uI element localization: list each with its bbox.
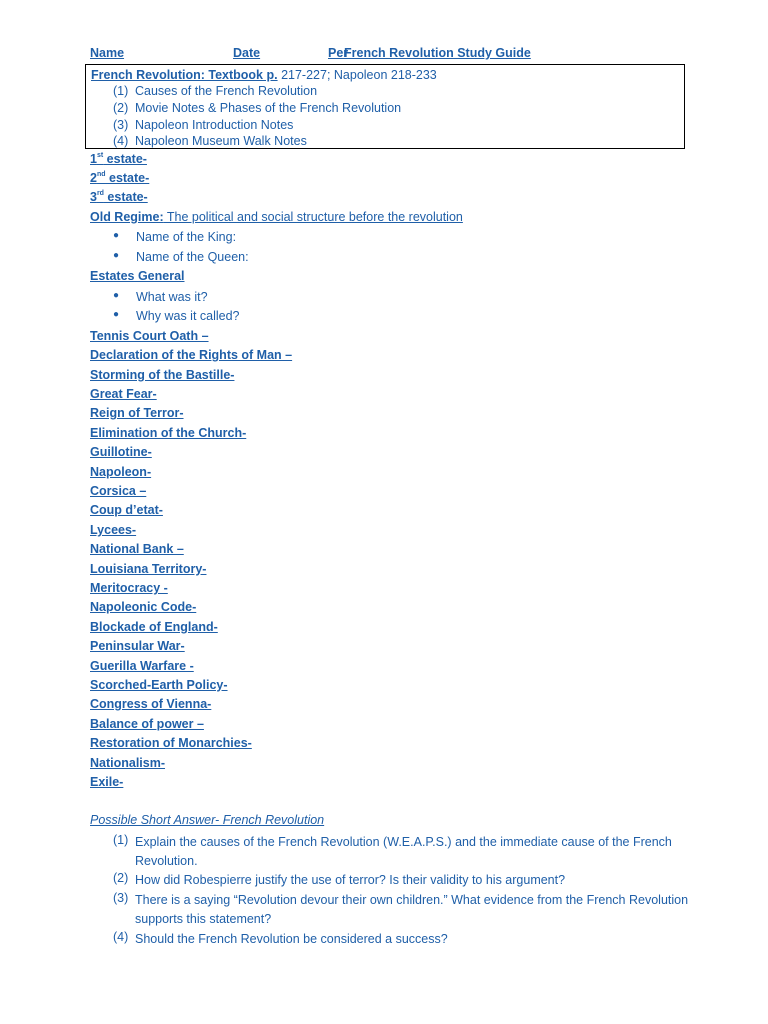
reading-box-title-bold: French Revolution: Textbook p. [91,68,278,82]
vocab-term: Balance of power – [90,717,204,731]
vocab-term: Great Fear- [90,387,157,401]
list-text: Causes of the French Revolution [135,84,318,98]
vocab-term: Declaration of the Rights of Man – [90,348,293,362]
per-label: Per [328,46,349,60]
vocab-term: Exile- [90,775,124,789]
bullet-text: Why was it called? [136,309,240,323]
estate-label: estate- [103,190,148,204]
vocab-term: Scorched-Earth Policy- [90,678,228,692]
bullet-icon: ● [113,250,120,261]
name-label: Name [90,46,125,60]
vocab-term: Napoleon- [90,465,152,479]
estates-general-term: Estates General [90,269,185,283]
vocab-term: Nationalism- [90,756,166,770]
bullet-text: Name of the King: [136,230,237,244]
estate-suffix: st [96,152,104,159]
vocab-term: Guerilla Warfare - [90,659,194,673]
vocab-term: Napoleonic Code- [90,600,197,614]
vocab-term: Louisiana Territory- [90,562,207,576]
list-text: Napoleon Museum Walk Notes [135,134,307,148]
estate-term [90,152,147,166]
vocab-term: Reign of Terror- [90,406,184,420]
estate-label: estate- [105,171,150,185]
vocab-term: National Bank – [90,542,184,556]
vocab-term: Tennis Court Oath – [90,329,209,343]
estate-number: 1 [90,152,97,166]
vocab-term: Coup d’etat- [90,503,163,517]
estate-suffix: nd [96,171,106,178]
vocab-term: Guillotine- [90,445,152,459]
vocab-term: Lycees- [90,523,137,537]
reading-assignment-box [85,64,685,149]
question-text: Explain the causes of the French Revolution (W.E.A.P.S.) and the immediate cause of the French Revolution. [135,835,672,868]
date-label: Date [233,46,261,60]
bullet-text: What was it? [136,290,208,304]
list-number: (4) [113,134,129,148]
vocab-term: Peninsular War- [90,639,185,653]
bullet-icon: ● [113,230,120,241]
vocab-term: Congress of Vienna- [90,697,212,711]
bullet-icon: ● [113,309,120,320]
question-text: There is a saying “Revolution devour their own children.” What evidence from the French Revolution supports this statement? [135,893,689,926]
old-regime-term [90,210,463,224]
estate-term [90,171,149,185]
question-text: Should the French Revolution be considered a success? [135,932,448,946]
list-number: (1) [113,84,129,98]
list-text: Movie Notes & Phases of the French Revolution [135,101,402,115]
list-number: (2) [113,101,129,115]
vocab-term: Blockade of England- [90,620,218,634]
bullet-text: Name of the Queen: [136,250,249,264]
estate-term [90,190,148,204]
old-regime-definition: The political and social structure before the revolution [163,210,463,224]
bullet-icon: ● [113,290,120,301]
estate-suffix: rd [96,190,104,197]
question-number: (2) [113,871,129,885]
vocab-term: Storming of the Bastille- [90,368,235,382]
question-number: (3) [113,891,129,905]
old-regime-label: Old Regime: [90,210,164,224]
page-title: French Revolution Study Guide [344,46,531,60]
vocab-term: Meritocracy - [90,581,168,595]
reading-box-title [91,68,437,82]
list-number: (3) [113,118,129,132]
vocab-term: Corsica – [90,484,147,498]
question-number: (1) [113,833,129,847]
estate-number: 3 [90,190,97,204]
short-answer-title: Possible Short Answer- French Revolution [90,813,325,827]
vocab-term: Restoration of Monarchies- [90,736,252,750]
vocab-term: Elimination of the Church- [90,426,247,440]
question-number: (4) [113,930,129,944]
list-text: Napoleon Introduction Notes [135,118,294,132]
header-line [90,46,730,62]
estate-label: estate- [103,152,147,166]
reading-box-title-pages: 217-227; Napoleon 218-233 [277,68,437,82]
question-text: How did Robespierre justify the use of terror? Is their validity to his argument? [135,873,566,887]
estate-number: 2 [90,171,97,185]
